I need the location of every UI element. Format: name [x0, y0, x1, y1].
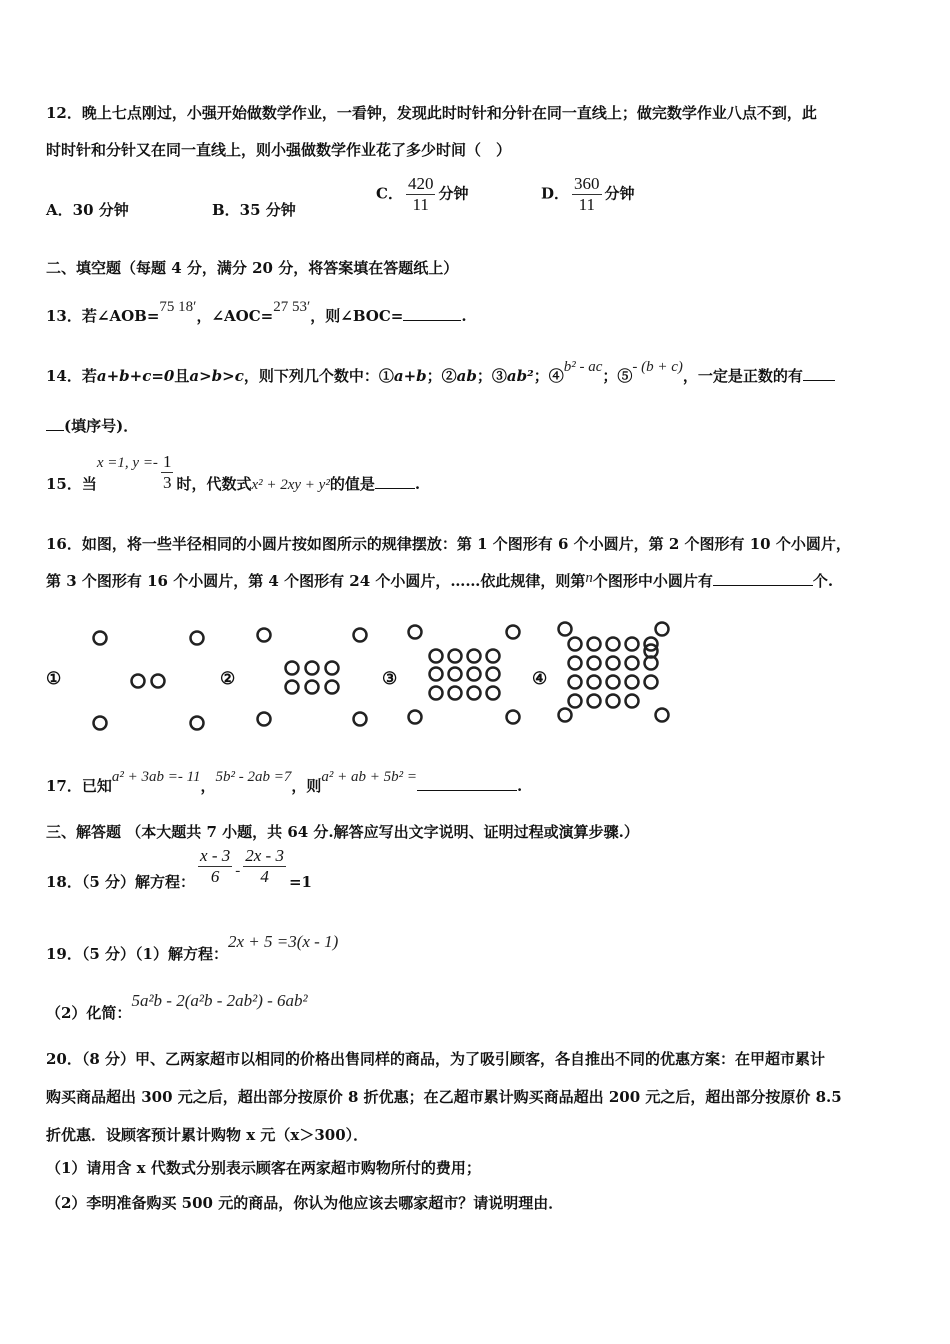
q14-text1: ，则下列几个数中：① [243, 367, 394, 385]
q18-prefix: 18．（5 分）解方程： [46, 873, 196, 891]
figure-1-circle [191, 717, 204, 730]
figure-2-circle [286, 662, 299, 675]
figure-4-circle [626, 676, 639, 689]
q18-fraction-1-denominator: 6 [210, 867, 220, 886]
q17 [46, 769, 523, 797]
q18-fraction-2-denominator: 4 [260, 867, 269, 886]
figure-4-circle [626, 657, 639, 670]
q14-and: 且 [174, 367, 190, 385]
q14-sep3: ；③ [476, 367, 507, 385]
figure-1-circle [94, 717, 107, 730]
q16-line2-a: 第 3 个图形有 16 个小圆片，第 4 个图形有 24 个小圆片，……依此规律，则第 [46, 572, 586, 590]
figure-4-circle [569, 657, 582, 670]
q14-expr2: ab [456, 367, 477, 385]
figure-4-circle [569, 695, 582, 708]
q15-fraction [161, 452, 174, 493]
q14-prefix: 14．若 [46, 367, 97, 385]
q15-mid: 时，代数式 [176, 475, 252, 493]
q12-option-d [541, 174, 635, 215]
q18-fraction-1-numerator: x - 3 [200, 846, 231, 865]
q12-option-c [376, 174, 468, 215]
q15-fraction-denominator: 3 [162, 473, 172, 492]
q18-fraction-2 [243, 846, 286, 887]
q19-prefix: 19．（5 分）（1）解方程： [46, 945, 228, 963]
figure-1-circle [152, 675, 165, 688]
q15-suffix: 的值是 [329, 475, 375, 493]
q14-tail: ，一定是正数的有 [682, 367, 803, 385]
figure-label-2: ② [220, 669, 236, 689]
q17-end: . [517, 777, 523, 795]
q13-suffix: ，则∠BOC= [310, 307, 404, 325]
q13-mid: ，∠AOC= [196, 307, 274, 325]
q16-var-n: n [585, 570, 593, 586]
q14-cond2: a>b>c [189, 367, 244, 385]
q14 [46, 359, 835, 387]
q12-option-d-fraction [572, 174, 602, 215]
figure-4-circle [645, 676, 658, 689]
figure-2-circle [326, 662, 339, 675]
q14-line2-text: (填序号)． [64, 417, 139, 435]
q14-sep5: ；⑤ [602, 367, 633, 385]
q12-option-a: A．30 分钟 [46, 201, 129, 219]
figure-4-circle [588, 638, 601, 651]
q12-option-c-numerator: 420 [407, 174, 434, 193]
q15-expression: x² + 2xy + y² [251, 477, 330, 493]
q20-subquestion-1: （1）请用含 x 代数式分别表示顾客在两家超市购物所付的费用； [46, 1159, 481, 1177]
figure-4-circle [607, 676, 620, 689]
q16-pattern-figure [0, 610, 950, 740]
q15-answer-blank [375, 474, 415, 489]
section-3-heading: 三、解答题 （本大题共 7 小题，共 64 分.解答应写出文字说明、证明过程或演算步骤.） [46, 823, 639, 841]
figure-2-circle [306, 681, 319, 694]
figure-3-circle [430, 668, 443, 681]
q15-end: . [414, 475, 421, 493]
q14-sep4: ；④ [533, 367, 564, 385]
figure-3-circle [468, 650, 481, 663]
q19-part2-label: （2）化简： [46, 1004, 132, 1022]
figure-3-circle [449, 668, 462, 681]
figure-4-circle [607, 638, 620, 651]
figure-4-circle [559, 709, 572, 722]
figure-4-circle [607, 657, 620, 670]
q18-equals: =1 [288, 873, 312, 891]
figure-4-circle [559, 623, 572, 636]
figure-label-3: ③ [382, 669, 398, 689]
q16-end: 个. [812, 572, 834, 590]
q20-line2: 购买商品超出 300 元之后，超出部分按原价 8 折优惠；在乙超市累计购买商品超出 200 元之后，超出部分按原价 8.5 [46, 1088, 842, 1106]
figure-4-circle [588, 676, 601, 689]
q14-expr5: - (b + c) [632, 359, 683, 375]
q12-line2: 时时针和分针又在同一直线上，则小强做数学作业花了多少时间（ ） [46, 141, 512, 159]
q19-equation: 2x + 5 =3(x - 1) [227, 932, 339, 951]
section-2-heading: 二、填空题（每题 4 分，满分 20 分，将答案填在答题纸上） [46, 259, 459, 277]
q19-expression: 5a²b - 2(a²b - 2ab²) - 6ab² [131, 991, 308, 1010]
figure-2-circle [286, 681, 299, 694]
figure-2-circle [258, 629, 271, 642]
figure-4-circle [656, 623, 669, 636]
figure-2-circle [354, 629, 367, 642]
q12-option-c-fraction [406, 174, 436, 215]
q15-prefix: 15．当 [46, 475, 97, 493]
q14-answer-blank-cont [46, 416, 64, 431]
figure-label-1: ① [46, 669, 62, 689]
figure-3-circle [449, 650, 462, 663]
figure-4-circle [626, 638, 639, 651]
q17-equation2: 5b² - 2ab =7 [215, 769, 292, 785]
figure-2-circle [258, 713, 271, 726]
figure-1-circle [132, 675, 145, 688]
figure-4-circle [588, 657, 601, 670]
q13 [46, 299, 467, 327]
q12-line1: 12．晚上七点刚过，小强开始做数学作业，一看钟，发现此时时针和分针在同一直线上；做完数学作业八点不到，此 [46, 104, 817, 122]
q13-answer-blank [403, 306, 461, 321]
q16-line2 [46, 571, 833, 592]
q13-prefix: 13．若∠AOB= [46, 307, 160, 325]
q17-equation1: a² + 3ab =- 11 [111, 769, 201, 785]
figure-3-circle [487, 687, 500, 700]
q17-sep: ， [200, 777, 216, 795]
figure-2-circle [306, 662, 319, 675]
q14-expr3: ab² [506, 367, 534, 385]
q18-minus: - [235, 863, 241, 879]
figure-2-circle [354, 713, 367, 726]
q20-line1: 20．（8 分）甲、乙两家超市以相同的价格出售同样的商品，为了吸引顾客，各自推出不同的优惠方案：在甲超市累计 [46, 1050, 826, 1068]
figure-3-circle [487, 668, 500, 681]
q19-part2 [46, 991, 308, 1023]
figure-3-circle [409, 711, 422, 724]
q12-option-d-denominator: 11 [578, 195, 595, 214]
q17-expression: a² + ab + 5b² = [321, 769, 418, 785]
q15 [46, 452, 420, 493]
q15-condition: x =1, y =- [96, 455, 158, 471]
figure-1-circle [191, 632, 204, 645]
figure-3-circle [449, 687, 462, 700]
q18-fraction-1 [198, 846, 232, 887]
q16-line1: 16．如图，将一些半径相同的小圆片按如图所示的规律摆放：第 1 个图形有 6 个小圆片，第 2 个图形有 10 个小圆片， [46, 535, 851, 553]
q17-prefix: 17．已知 [46, 777, 112, 795]
figure-1-circle [94, 632, 107, 645]
figure-4-circle [656, 709, 669, 722]
q12-option-d-unit: 分钟 [604, 184, 635, 203]
q20-line3: 折优惠．设顾客预计累计购物 x 元（x＞300）． [46, 1126, 369, 1144]
q14-answer-blank [803, 366, 835, 381]
figure-label-4: ④ [532, 669, 548, 689]
q12-option-c-denominator: 11 [412, 195, 429, 214]
figure-3-circle [468, 687, 481, 700]
q20-subquestion-2: （2）李明准备购买 500 元的商品，你认为他应该去哪家超市？请说明理由． [46, 1194, 564, 1212]
q14-cond1: a+b+c=0 [96, 367, 175, 385]
figure-3-circle [468, 668, 481, 681]
q12-option-b: B．35 分钟 [212, 201, 296, 219]
figure-3-circle [430, 687, 443, 700]
q18-fraction-2-numerator: 2x - 3 [245, 846, 284, 865]
q14-expr4: b² - ac [563, 359, 603, 375]
figure-4-circle [607, 695, 620, 708]
figure-3-circle [507, 626, 520, 639]
figure-4-circle [569, 676, 582, 689]
figure-3-circle [430, 650, 443, 663]
q13-end: . [461, 307, 467, 325]
circle-group [94, 623, 669, 730]
q16-line2-b: 个图形中小圆片有 [592, 572, 713, 590]
figure-4-circle [569, 638, 582, 651]
q17-mid: ，则 [291, 777, 322, 795]
q13-angle-aob: 75 18′ [159, 299, 197, 315]
figure-3-circle [409, 626, 422, 639]
q12-option-c-label: C． [376, 184, 403, 203]
figure-4-circle [588, 695, 601, 708]
q17-answer-blank [417, 776, 517, 791]
q12-option-d-label: D． [541, 184, 570, 203]
q14-line2 [46, 416, 138, 436]
q14-expr1: a+b [393, 367, 427, 385]
q13-angle-aoc: 27 53′ [273, 299, 311, 315]
q12-option-d-numerator: 360 [574, 174, 600, 193]
figure-3-circle [487, 650, 500, 663]
q15-fraction-numerator: 1 [162, 452, 172, 471]
figure-2-circle [326, 681, 339, 694]
figure-3-circle [507, 711, 520, 724]
q16-answer-blank [713, 571, 813, 586]
q12-option-c-unit: 分钟 [438, 184, 469, 203]
q18 [46, 846, 312, 891]
q19-part1 [46, 932, 339, 964]
figure-4-circle [626, 695, 639, 708]
q14-sep2: ；② [426, 367, 457, 385]
